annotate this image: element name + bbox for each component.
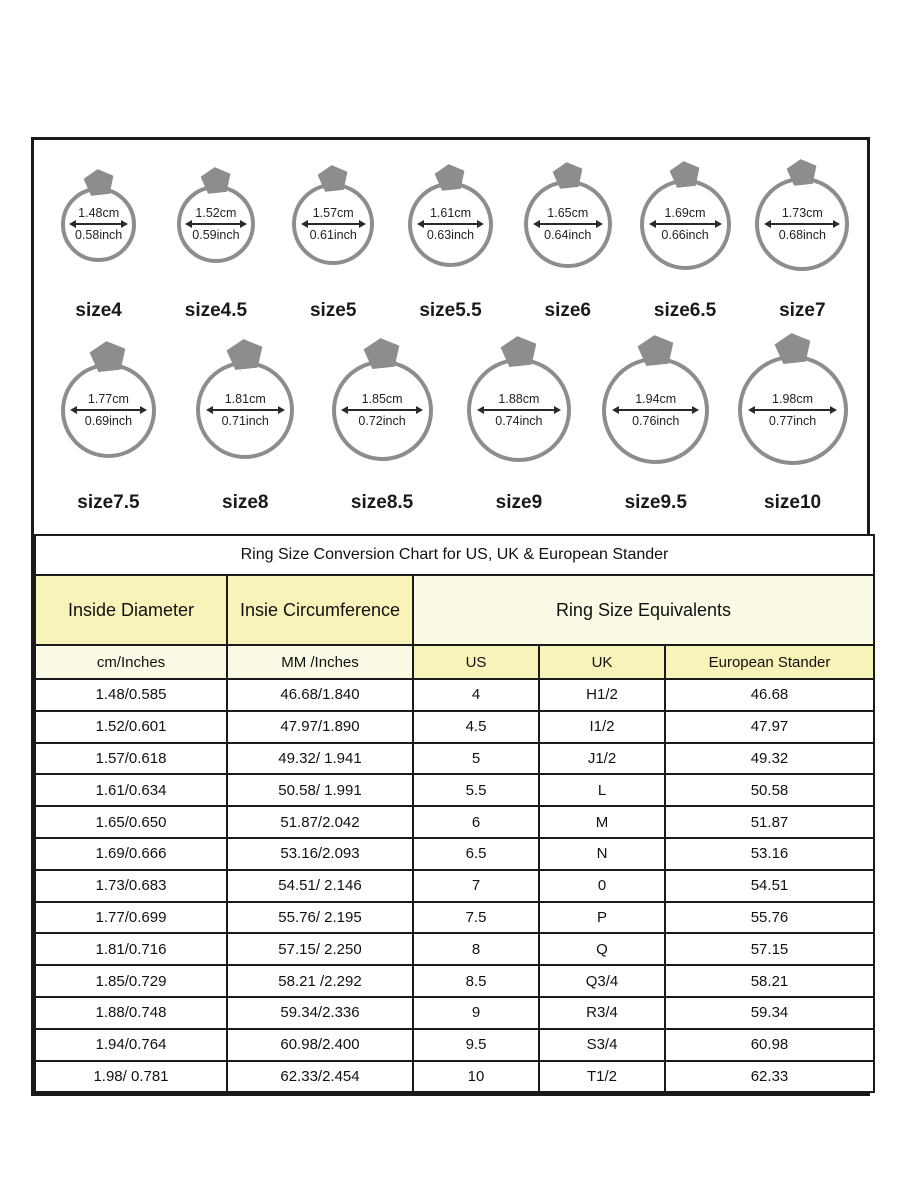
cell-european-size: 54.51 [665, 870, 874, 902]
table-row [35, 997, 874, 1029]
cell-us-size: 10 [413, 1061, 539, 1093]
cell-inside-diameter: 1.52/0.601 [35, 711, 227, 743]
ring-diagram [587, 340, 724, 518]
cell-inside-circumference: 51.87/2.042 [227, 806, 413, 838]
ring-diagram [626, 160, 743, 326]
ring-figure [332, 340, 433, 480]
ring-size-label: size8.5 [350, 492, 414, 513]
cell-inside-diameter: 1.48/0.585 [35, 679, 227, 711]
ring-diagram [40, 160, 157, 326]
ring-figure [640, 160, 731, 288]
diameter-arrow-icon [764, 220, 840, 228]
diameter-arrow-icon [69, 220, 128, 228]
diameter-arrow-icon [301, 220, 366, 228]
gem-icon [89, 339, 128, 373]
diameter-cm-label: 1.69cm [664, 205, 706, 220]
diameter-arrow-icon [341, 406, 423, 414]
diameter-inch-label: 0.61inch [309, 228, 357, 242]
table-row [35, 902, 874, 934]
cell-european-size: 53.16 [665, 838, 874, 870]
subheader-european-stander: European Stander [665, 645, 874, 679]
cell-european-size: 46.68 [665, 679, 874, 711]
ring-figure [61, 160, 136, 288]
cell-inside-circumference: 57.15/ 2.250 [227, 933, 413, 965]
ring-figure [755, 160, 849, 288]
conversion-table [34, 534, 875, 1093]
diameter-cm-label: 1.61cm [429, 205, 471, 220]
diameter-inch-label: 0.77inch [768, 414, 817, 428]
cell-uk-size: M [539, 806, 665, 838]
diameter-inch-label: 0.59inch [192, 228, 240, 242]
ring-figure [292, 160, 374, 288]
ring-diagram [392, 160, 509, 326]
cell-inside-circumference: 47.97/1.890 [227, 711, 413, 743]
table-row [35, 711, 874, 743]
table-row [35, 743, 874, 775]
ring-diagram [509, 160, 626, 326]
cell-uk-size: T1/2 [539, 1061, 665, 1093]
gem-icon [82, 167, 115, 196]
cell-european-size: 55.76 [665, 902, 874, 934]
diameter-arrow-icon [185, 220, 247, 228]
ring-circle-icon [640, 179, 731, 270]
table-row [35, 1061, 874, 1093]
cell-inside-circumference: 62.33/2.454 [227, 1061, 413, 1093]
table-row [35, 933, 874, 965]
diameter-arrow-icon [612, 406, 699, 414]
ring-circle-icon [292, 183, 374, 265]
subheader-mm-inches: MM /Inches [227, 645, 413, 679]
cell-inside-diameter: 1.88/0.748 [35, 997, 227, 1029]
ring-circle-icon [61, 187, 136, 262]
header-inside-circumference: Insie Circumference [227, 575, 413, 645]
table-row [35, 838, 874, 870]
diameter-cm-label: 1.52cm [195, 205, 237, 220]
ring-size-label: size9 [495, 492, 543, 513]
diameter-inch-label: 0.58inch [75, 228, 123, 242]
ring-circle-icon [602, 357, 709, 464]
ring-size-label: size10 [764, 492, 822, 513]
ring-size-label: size5 [309, 300, 357, 321]
cell-uk-size: Q [539, 933, 665, 965]
cell-us-size: 4 [413, 679, 539, 711]
cell-inside-diameter: 1.57/0.618 [35, 743, 227, 775]
gem-icon [636, 333, 675, 367]
diameter-cm-label: 1.98cm [772, 391, 814, 406]
ring-circle-icon [61, 363, 156, 458]
cell-uk-size: S3/4 [539, 1029, 665, 1061]
cell-uk-size: J1/2 [539, 743, 665, 775]
diameter-cm-label: 1.73cm [781, 205, 823, 220]
ring-circle-icon [755, 177, 849, 271]
cell-european-size: 59.34 [665, 997, 874, 1029]
cell-us-size: 7.5 [413, 902, 539, 934]
cell-european-size: 62.33 [665, 1061, 874, 1093]
diameter-arrow-icon [206, 406, 285, 414]
gem-icon [363, 336, 402, 370]
diameter-arrow-icon [649, 220, 722, 228]
ring-size-label: size4.5 [184, 300, 248, 321]
cell-inside-circumference: 50.58/ 1.991 [227, 774, 413, 806]
diameter-inch-label: 0.71inch [221, 414, 269, 428]
cell-inside-circumference: 60.98/2.400 [227, 1029, 413, 1061]
table-row [35, 679, 874, 711]
ring-diagram [157, 160, 274, 326]
ring-circle-icon [332, 360, 433, 461]
cell-us-size: 5.5 [413, 774, 539, 806]
ring-size-label: size4 [75, 300, 122, 321]
diameter-cm-label: 1.65cm [547, 205, 589, 220]
cell-inside-circumference: 46.68/1.840 [227, 679, 413, 711]
cell-european-size: 49.32 [665, 743, 874, 775]
ring-diagram [275, 160, 392, 326]
ring-diagram-row-1 [34, 160, 867, 326]
diameter-inch-label: 0.63inch [426, 228, 475, 242]
diameter-inch-label: 0.68inch [778, 228, 826, 242]
ring-figure [738, 340, 848, 480]
diameter-inch-label: 0.64inch [544, 228, 592, 242]
cell-us-size: 8 [413, 933, 539, 965]
diameter-arrow-icon [417, 220, 485, 228]
cell-inside-diameter: 1.85/0.729 [35, 965, 227, 997]
subheader-uk: UK [539, 645, 665, 679]
diameter-cm-label: 1.57cm [312, 205, 354, 220]
cell-european-size: 57.15 [665, 933, 874, 965]
gem-icon [499, 334, 538, 368]
ring-diagram [744, 160, 861, 326]
ring-figure [196, 340, 294, 480]
cell-european-size: 60.98 [665, 1029, 874, 1061]
ring-size-label: size6 [544, 300, 591, 321]
cell-inside-diameter: 1.61/0.634 [35, 774, 227, 806]
table-body [35, 679, 874, 1092]
cell-inside-diameter: 1.94/0.764 [35, 1029, 227, 1061]
ring-figure [408, 160, 493, 288]
gem-icon [317, 164, 350, 193]
ring-figure [524, 160, 612, 288]
diameter-cm-label: 1.85cm [361, 391, 403, 406]
cell-us-size: 6 [413, 806, 539, 838]
ring-diagram-row-2 [34, 340, 867, 518]
ring-circle-icon [408, 182, 493, 267]
ring-diagram [40, 340, 177, 518]
cell-inside-diameter: 1.73/0.683 [35, 870, 227, 902]
ring-circle-icon [738, 355, 848, 465]
ring-figure [177, 160, 255, 288]
cell-inside-circumference: 54.51/ 2.146 [227, 870, 413, 902]
cell-us-size: 4.5 [413, 711, 539, 743]
cell-inside-diameter: 1.65/0.650 [35, 806, 227, 838]
ring-diagram [177, 340, 314, 518]
cell-us-size: 6.5 [413, 838, 539, 870]
ring-circle-icon [467, 358, 571, 462]
chart-sheet [31, 137, 870, 1096]
ring-circle-icon [196, 361, 294, 459]
gem-icon [434, 162, 467, 191]
cell-inside-circumference: 58.21 /2.292 [227, 965, 413, 997]
cell-inside-circumference: 49.32/ 1.941 [227, 743, 413, 775]
diameter-cm-label: 1.94cm [635, 391, 677, 406]
cell-us-size: 5 [413, 743, 539, 775]
diameter-arrow-icon [748, 406, 838, 414]
cell-uk-size: Q3/4 [539, 965, 665, 997]
table-row [35, 806, 874, 838]
cell-us-size: 7 [413, 870, 539, 902]
header-inside-diameter: Inside Diameter [35, 575, 227, 645]
gem-icon [200, 166, 233, 195]
diameter-inch-label: 0.74inch [495, 414, 543, 428]
cell-inside-diameter: 1.98/ 0.781 [35, 1061, 227, 1093]
cell-us-size: 8.5 [413, 965, 539, 997]
gem-icon [551, 161, 584, 190]
diameter-cm-label: 1.88cm [498, 391, 540, 406]
cell-european-size: 58.21 [665, 965, 874, 997]
diameter-arrow-icon [70, 406, 147, 414]
diameter-arrow-icon [477, 406, 561, 414]
cell-uk-size: 0 [539, 870, 665, 902]
ring-circle-icon [177, 185, 255, 263]
table-row [35, 774, 874, 806]
diameter-cm-label: 1.81cm [224, 391, 266, 406]
diameter-arrow-icon [533, 220, 603, 228]
diameter-inch-label: 0.69inch [84, 414, 133, 428]
cell-inside-diameter: 1.81/0.716 [35, 933, 227, 965]
ring-diagram [314, 340, 451, 518]
ring-diagram [450, 340, 587, 518]
gem-icon [669, 159, 702, 188]
cell-european-size: 47.97 [665, 711, 874, 743]
ring-size-label: size6.5 [653, 300, 717, 321]
header-ring-size-equivalents: Ring Size Equivalents [413, 575, 874, 645]
table-row [35, 1029, 874, 1061]
subheader-cm-inches: cm/Inches [35, 645, 227, 679]
table-row [35, 870, 874, 902]
cell-inside-circumference: 53.16/2.093 [227, 838, 413, 870]
cell-uk-size: P [539, 902, 665, 934]
cell-us-size: 9 [413, 997, 539, 1029]
cell-european-size: 51.87 [665, 806, 874, 838]
cell-inside-circumference: 59.34/2.336 [227, 997, 413, 1029]
ring-diagram [724, 340, 861, 518]
ring-size-label: size5.5 [419, 300, 482, 321]
diameter-inch-label: 0.72inch [358, 414, 406, 428]
ring-size-label: size7.5 [77, 492, 140, 513]
cell-us-size: 9.5 [413, 1029, 539, 1061]
cell-uk-size: N [539, 838, 665, 870]
ring-size-label: size7 [779, 300, 826, 321]
cell-inside-diameter: 1.69/0.666 [35, 838, 227, 870]
cell-uk-size: I1/2 [539, 711, 665, 743]
cell-inside-diameter: 1.77/0.699 [35, 902, 227, 934]
gem-icon [226, 337, 265, 371]
diameter-cm-label: 1.48cm [78, 205, 120, 220]
table-row [35, 965, 874, 997]
ring-circle-icon [524, 180, 612, 268]
ring-size-label: size9.5 [624, 492, 687, 513]
cell-uk-size: H1/2 [539, 679, 665, 711]
cell-uk-size: R3/4 [539, 997, 665, 1029]
ring-figure [602, 340, 709, 480]
cell-inside-circumference: 55.76/ 2.195 [227, 902, 413, 934]
cell-uk-size: L [539, 774, 665, 806]
cell-european-size: 50.58 [665, 774, 874, 806]
diameter-cm-label: 1.77cm [87, 391, 129, 406]
subheader-us: US [413, 645, 539, 679]
gem-icon [786, 158, 819, 187]
conversion-table-section [34, 534, 867, 1093]
gem-icon [773, 331, 812, 365]
table-title: Ring Size Conversion Chart for US, UK & European Stander [35, 535, 874, 575]
ring-size-label: size8 [222, 492, 269, 513]
diameter-inch-label: 0.76inch [632, 414, 680, 428]
diameter-inch-label: 0.66inch [661, 228, 709, 242]
ring-figure [467, 340, 571, 480]
ring-figure [61, 340, 156, 480]
